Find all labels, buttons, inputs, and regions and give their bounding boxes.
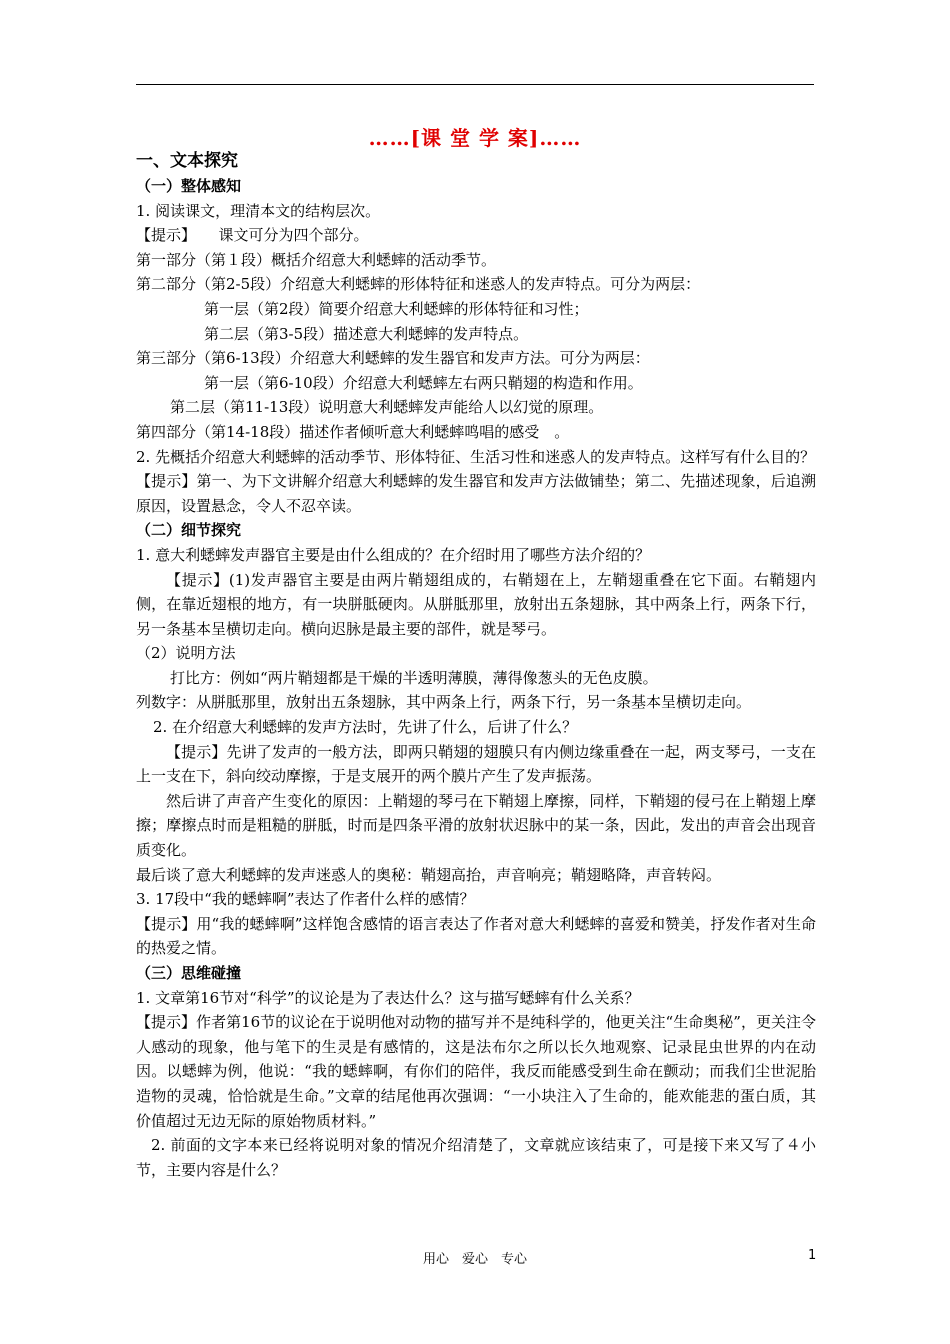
paragraph: 第三部分（第6-13段）介绍意大利蟋蟀的发生器官和发声方法。可分为两层： bbox=[136, 349, 650, 368]
document-body bbox=[136, 149, 816, 1182]
subsection-heading: （二）细节探究 bbox=[136, 521, 242, 540]
hint: 【提示】作者第16节的议论在于说明他对动物的描写并不是纯科学的，他更关注“生命奥秘”，更关注令人感动的现象，他与笔下的生灵是有感情的，这是法布尔之所以长久地观察、记录昆虫世界的内在动因。以蟋蟀为例，他说：“我的蟋蟀啊，有你们的陪伴，我反而能感受到生命在颤动；而我们尘世泥胎造物的灵魂，恰恰就是生命。”文章的结尾他再次强调：“一小块注入了生命的，能欢能悲的蛋白质，其价值超过无边无际的原始物质材料。” bbox=[136, 1013, 816, 1130]
page-number: 1 bbox=[808, 1248, 817, 1263]
paragraph: 第一层（第2段）简要介绍意大利蟋蟀的形体特征和习性； bbox=[204, 299, 589, 318]
question: 1. 文章第16节对“科学”的议论是为了表达什么？这与描写蟋蟀有什么关系？ bbox=[136, 988, 640, 1007]
paragraph: （2）说明方法 bbox=[136, 644, 236, 663]
paragraph: 第二层（第3-5段）描述意大利蟋蟀的发声特点。 bbox=[204, 324, 529, 343]
question: 1. 阅读课文，理清本文的结构层次。 bbox=[136, 201, 381, 220]
subsection-heading: （三）思维碰撞 bbox=[136, 964, 242, 982]
question: 2. 前面的文字本来已经将说明对象的情况介绍清楚了，文章就应该结束了，可是接下来又写了４小节，主要内容是什么？ bbox=[136, 1136, 816, 1179]
hint: 【提示】(1)发声器官主要是由两片鞘翅组成的，右鞘翅在上，左鞘翅重叠在它下面。右鞘翅内侧，在靠近翅根的地方，有一块胼胝硬肉。从胼胝那里，放射出五条翅脉，其中两条上行，两条下行，另一条基本呈横切走向。横向迟脉是最主要的部件，就是琴弓。 bbox=[136, 570, 816, 638]
hint: 【提示】用“我的蟋蟀啊”这样饱含感情的语言表达了作者对意大利蟋蟀的喜爱和赞美，抒发作者对生命的热爱之情。 bbox=[136, 914, 816, 958]
paragraph: 然后讲了声音产生变化的原因：上鞘翅的琴弓在下鞘翅上摩擦，同样，下鞘翅的侵弓在上鞘翅上摩擦；摩擦点时而是粗糙的胼胝，时而是四条平滑的放射状迟脉中的某一条，因此，发出的声音会出现音质变化。 bbox=[136, 791, 816, 860]
question: 2. 先概括介绍意大利蟋蟀的活动季节、形体特征、生活习性和迷惑人的发声特点。这样写有什么目的？ bbox=[136, 447, 816, 466]
page-title: ……[课 堂 学 案]…… bbox=[368, 126, 582, 150]
paragraph: 最后谈了意大利蟋蟀的发声迷惑人的奥秘：鞘翅高抬，声音响亮；鞘翅略降，声音转闷。 bbox=[136, 865, 722, 884]
paragraph: 第一层（第6-10段）介绍意大利蟋蟀左右两只鞘翅的构造和作用。 bbox=[204, 373, 643, 392]
section-heading: 一、文本探究 bbox=[136, 151, 238, 171]
paragraph: 第四部分（第14-18段）描述作者倾听意大利蟋蟀鸣唱的感受 。 bbox=[136, 422, 570, 441]
paragraph: 第二层（第11-13段）说明意大利蟋蟀发声能给人以幻觉的原理。 bbox=[170, 398, 604, 417]
paragraph: 第一部分（第１段）概括介绍意大利蟋蟀的活动季节。 bbox=[136, 250, 497, 269]
question: 1. 意大利蟋蟀发声器官主要是由什么组成的？在介绍时用了哪些方法介绍的？ bbox=[136, 545, 651, 564]
question: 3. 17段中“我的蟋蟀啊”表达了作者什么样的感情？ bbox=[136, 890, 475, 909]
paragraph: 第二部分（第2-5段）介绍意大利蟋蟀的形体特征和迷惑人的发声特点。可分为两层： bbox=[136, 275, 701, 294]
paragraph: 列数字：从胼胝那里，放射出五条翅脉，其中两条上行，两条下行，另一条基本呈横切走向。 bbox=[136, 693, 752, 712]
subsection-heading: （一）整体感知 bbox=[136, 177, 242, 195]
page-footer: 用心 爱心 专心 bbox=[422, 1252, 527, 1267]
question: 2. 在介绍意大利蟋蟀的发声方法时，先讲了什么，后讲了什么？ bbox=[153, 718, 578, 737]
hint: 【提示】第一、为下文讲解介绍意大利蟋蟀的发生器官和发声方法做铺垫；第二、先描述现象，后追溯原因，设置悬念，令人不忍卒读。 bbox=[136, 472, 816, 515]
hint: 【提示】先讲了发声的一般方法，即两只鞘翅的翅膜只有内侧边缘重叠在一起，两支琴弓，一支在上一支在下，斜向绞动摩擦，于是支展开的两个膜片产生了发声振荡。 bbox=[136, 742, 816, 786]
header-rule bbox=[136, 84, 814, 85]
hint: 【提示】 课文可分为四个部分。 bbox=[136, 226, 369, 245]
paragraph: 打比方：例如“两片鞘翅都是干燥的半透明薄膜，薄得像葱头的无色皮膜。 bbox=[170, 668, 658, 687]
